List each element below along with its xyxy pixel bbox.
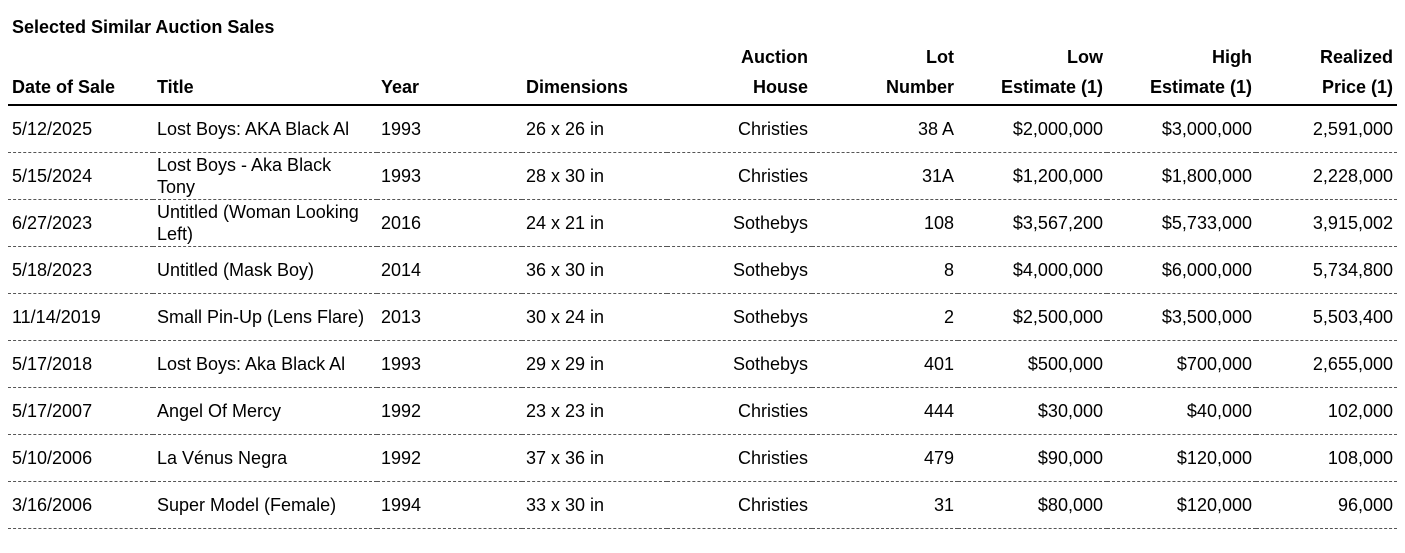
- table-body: [8, 105, 1397, 529]
- cell-low: $90,000: [958, 435, 1107, 482]
- table-row: [8, 153, 1397, 200]
- cell-high: $6,000,000: [1107, 247, 1256, 294]
- cell-year: 1994: [377, 482, 522, 529]
- cell-date: 3/16/2006: [8, 482, 153, 529]
- cell-lot: 38 A: [812, 105, 958, 153]
- cell-title: Small Pin-Up (Lens Flare): [153, 294, 377, 341]
- column-header-dimensions: Dimensions: [522, 42, 667, 105]
- cell-house: Christies: [667, 105, 812, 153]
- cell-house: Christies: [667, 482, 812, 529]
- cell-year: 2014: [377, 247, 522, 294]
- cell-year: 1993: [377, 153, 522, 200]
- cell-lot: 444: [812, 388, 958, 435]
- cell-title: Lost Boys - Aka Black Tony: [153, 153, 377, 200]
- cell-dimensions: 23 x 23 in: [522, 388, 667, 435]
- cell-date: 5/12/2025: [8, 105, 153, 153]
- table-row: [8, 482, 1397, 529]
- cell-high: $5,733,000: [1107, 200, 1256, 247]
- cell-date: 6/27/2023: [8, 200, 153, 247]
- column-header-realized-price: Realized Price (1): [1256, 42, 1397, 105]
- column-header-date: Date of Sale: [8, 42, 153, 105]
- cell-house: Christies: [667, 153, 812, 200]
- cell-date: 5/15/2024: [8, 153, 153, 200]
- cell-year: 2016: [377, 200, 522, 247]
- cell-house: Sothebys: [667, 200, 812, 247]
- cell-low: $2,000,000: [958, 105, 1107, 153]
- cell-dimensions: 28 x 30 in: [522, 153, 667, 200]
- cell-low: $2,500,000: [958, 294, 1107, 341]
- cell-low: $30,000: [958, 388, 1107, 435]
- cell-high: $3,000,000: [1107, 105, 1256, 153]
- cell-high: $700,000: [1107, 341, 1256, 388]
- cell-realized: 96,000: [1256, 482, 1397, 529]
- cell-year: 1992: [377, 388, 522, 435]
- cell-house: Sothebys: [667, 247, 812, 294]
- cell-date: 5/17/2018: [8, 341, 153, 388]
- column-header-year: Year: [377, 42, 522, 105]
- cell-realized: 3,915,002: [1256, 200, 1397, 247]
- cell-dimensions: 29 x 29 in: [522, 341, 667, 388]
- cell-title: Lost Boys: AKA Black Al: [153, 105, 377, 153]
- cell-realized: 108,000: [1256, 435, 1397, 482]
- cell-house: Sothebys: [667, 341, 812, 388]
- cell-title: Super Model (Female): [153, 482, 377, 529]
- cell-low: $3,567,200: [958, 200, 1107, 247]
- cell-realized: 2,655,000: [1256, 341, 1397, 388]
- cell-lot: 8: [812, 247, 958, 294]
- cell-low: $1,200,000: [958, 153, 1107, 200]
- cell-realized: 102,000: [1256, 388, 1397, 435]
- table-row: [8, 435, 1397, 482]
- cell-lot: 401: [812, 341, 958, 388]
- cell-realized: 5,734,800: [1256, 247, 1397, 294]
- column-header-high-estimate: High Estimate (1): [1107, 42, 1256, 105]
- cell-date: 5/18/2023: [8, 247, 153, 294]
- cell-low: $500,000: [958, 341, 1107, 388]
- page-title: Selected Similar Auction Sales: [12, 17, 275, 37]
- cell-house: Christies: [667, 435, 812, 482]
- cell-date: 11/14/2019: [8, 294, 153, 341]
- auction-sales-table: [8, 42, 1397, 529]
- cell-date: 5/17/2007: [8, 388, 153, 435]
- cell-high: $120,000: [1107, 435, 1256, 482]
- cell-dimensions: 24 x 21 in: [522, 200, 667, 247]
- cell-lot: 479: [812, 435, 958, 482]
- cell-year: 1992: [377, 435, 522, 482]
- cell-title: Untitled (Mask Boy): [153, 247, 377, 294]
- cell-high: $120,000: [1107, 482, 1256, 529]
- cell-dimensions: 30 x 24 in: [522, 294, 667, 341]
- cell-lot: 108: [812, 200, 958, 247]
- cell-realized: 2,591,000: [1256, 105, 1397, 153]
- table-row: [8, 294, 1397, 341]
- cell-low: $80,000: [958, 482, 1107, 529]
- cell-house: Christies: [667, 388, 812, 435]
- cell-dimensions: 26 x 26 in: [522, 105, 667, 153]
- table-row: [8, 200, 1397, 247]
- cell-lot: 31: [812, 482, 958, 529]
- cell-title: Untitled (Woman Looking Left): [153, 200, 377, 247]
- cell-dimensions: 33 x 30 in: [522, 482, 667, 529]
- cell-lot: 31A: [812, 153, 958, 200]
- cell-title: La Vénus Negra: [153, 435, 377, 482]
- cell-high: $40,000: [1107, 388, 1256, 435]
- cell-title: Angel Of Mercy: [153, 388, 377, 435]
- cell-date: 5/10/2006: [8, 435, 153, 482]
- cell-dimensions: 37 x 36 in: [522, 435, 667, 482]
- cell-high: $1,800,000: [1107, 153, 1256, 200]
- table-row: [8, 247, 1397, 294]
- cell-year: 1993: [377, 341, 522, 388]
- cell-house: Sothebys: [667, 294, 812, 341]
- cell-low: $4,000,000: [958, 247, 1107, 294]
- cell-year: 1993: [377, 105, 522, 153]
- cell-year: 2013: [377, 294, 522, 341]
- table-row: [8, 341, 1397, 388]
- column-header-lot-number: Lot Number: [812, 42, 958, 105]
- cell-high: $3,500,000: [1107, 294, 1256, 341]
- column-header-auction-house: Auction House: [667, 42, 812, 105]
- table-header-row: [8, 42, 1397, 105]
- column-header-low-estimate: Low Estimate (1): [958, 42, 1107, 105]
- cell-dimensions: 36 x 30 in: [522, 247, 667, 294]
- table-row: [8, 105, 1397, 153]
- cell-lot: 2: [812, 294, 958, 341]
- table-row: [8, 388, 1397, 435]
- cell-title: Lost Boys: Aka Black Al: [153, 341, 377, 388]
- cell-realized: 2,228,000: [1256, 153, 1397, 200]
- column-header-title: Title: [153, 42, 377, 105]
- cell-realized: 5,503,400: [1256, 294, 1397, 341]
